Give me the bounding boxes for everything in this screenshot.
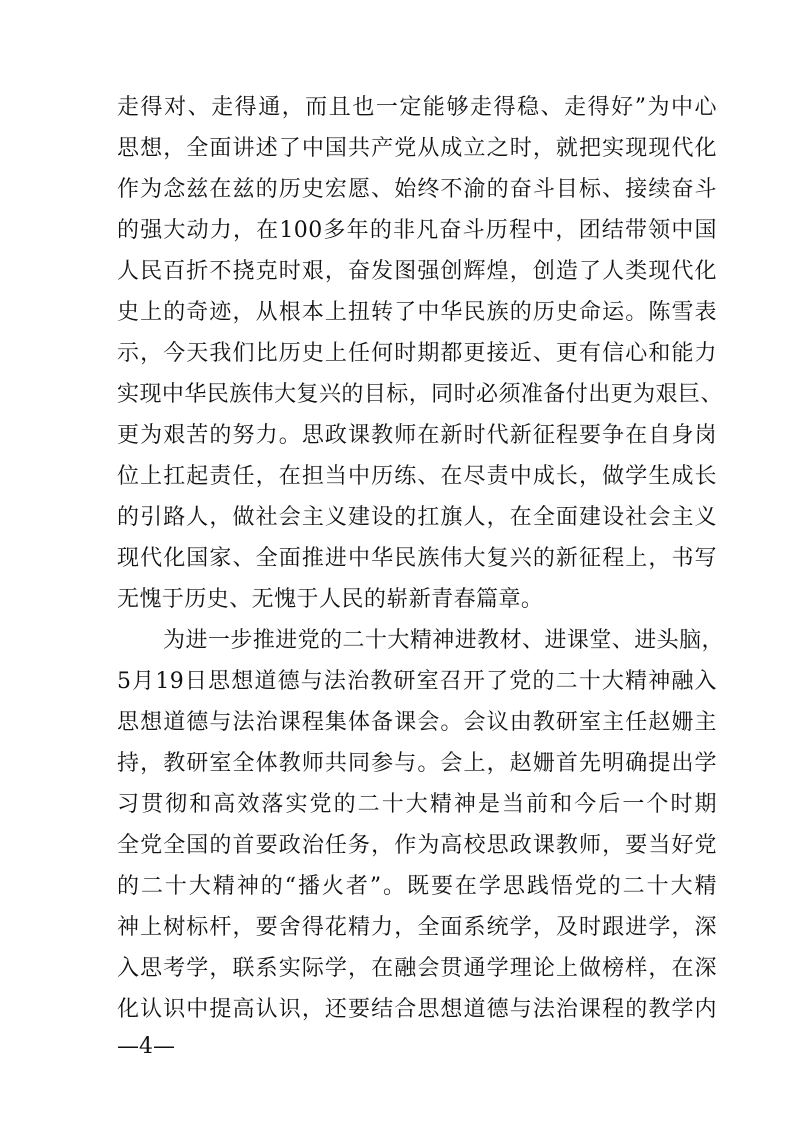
text-line: 5月19日思想道德与法治教研室召开了党的二十大精神融入	[117, 669, 717, 694]
paragraph-1	[117, 87, 723, 620]
text-line: 人民百折不挠克时艰，奋发图强创辉煌，创造了人类现代化	[117, 259, 717, 284]
text-line: 思想，全面讲述了中国共产党从成立之时，就把实现现代化	[117, 136, 717, 161]
paragraph-2	[117, 620, 725, 1030]
text-line: 走得对、走得通，而且也一定能够走得稳、走得好”为中心	[117, 95, 717, 120]
body-text	[117, 87, 725, 1030]
text-line: 实现中华民族伟大复兴的目标，同时必须准备付出更为艰巨、	[117, 382, 723, 407]
text-line: 无愧于历史、无愧于人民的崭新青春篇章。	[117, 587, 544, 612]
text-line: 全党全国的首要政治任务，作为高校思政课教师，要当好党	[117, 833, 717, 858]
text-line: 化认识中提高认识，还要结合思想道德与法治课程的教学内	[117, 997, 717, 1022]
text-line: 的引路人，做社会主义建设的扛旗人，在全面建设社会主义	[117, 505, 717, 530]
page-number: —4—	[117, 1034, 175, 1059]
text-line: 的强大动力，在100多年的非凡奋斗历程中，团结带领中国	[117, 218, 717, 243]
text-line: 入思考学，联系实际学，在融会贯通学理论上做榜样，在深	[117, 956, 717, 981]
text-line: 更为艰苦的努力。思政课教师在新时代新征程要争在自身岗	[117, 423, 717, 448]
text-line: 作为念兹在兹的历史宏愿、始终不渝的奋斗目标、接续奋斗	[117, 177, 717, 202]
text-line: 史上的奇迹，从根本上扭转了中华民族的历史命运。陈雪表	[117, 300, 717, 325]
text-line: 的二十大精神的“播火者”。既要在学思践悟党的二十大精	[117, 874, 717, 899]
text-line: 神上树标杆，要舍得花精力，全面系统学，及时跟进学，深	[117, 915, 717, 940]
text-line: 示，今天我们比历史上任何时期都更接近、更有信心和能力	[117, 341, 717, 366]
text-line: 习贯彻和高效落实党的二十大精神是当前和今后一个时期	[117, 792, 717, 817]
text-line: 思想道德与法治课程集体备课会。会议由教研室主任赵姗主	[117, 710, 717, 735]
text-line: 现代化国家、全面推进中华民族伟大复兴的新征程上，书写	[117, 546, 717, 571]
text-line: 为进一步推进党的二十大精神进教材、进课堂、进头脑，	[163, 628, 725, 653]
text-line: 位上扛起责任，在担当中历练、在尽责中成长，做学生成长	[117, 464, 717, 489]
text-line: 持，教研室全体教师共同参与。会上，赵姗首先明确提出学	[117, 751, 717, 776]
